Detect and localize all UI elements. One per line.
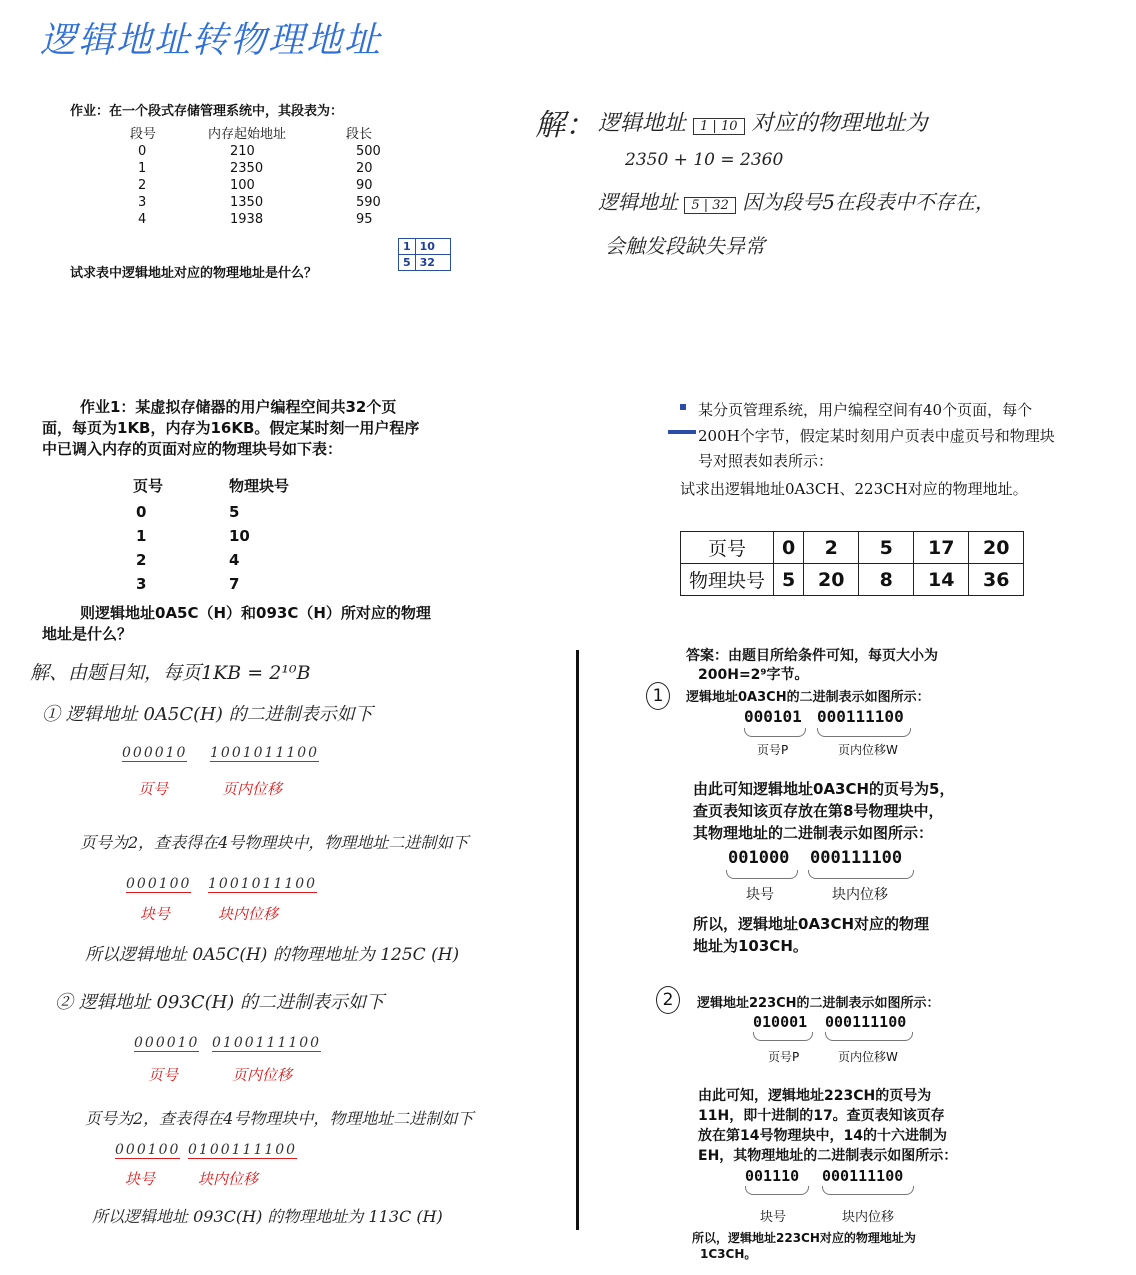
cell: 14 — [914, 564, 969, 596]
cell: 20 — [969, 532, 1024, 564]
cell: 0 — [774, 532, 804, 564]
pt-cell: 0 — [136, 503, 147, 521]
seg-cell: 3 — [138, 195, 147, 210]
seg-cell: 0 — [138, 144, 147, 159]
q2-ans-text: 由此可知逻辑地址0A3CH的页号为5， — [693, 780, 955, 798]
page-table — [132, 470, 290, 596]
circled-number: 1 — [646, 682, 670, 710]
q2-text: 某分页管理系统，用户编程空间有40个页面，每个 — [698, 401, 1033, 419]
q1-ask: 地址是什么？ — [42, 625, 133, 643]
divider — [576, 650, 579, 1230]
brace — [825, 1032, 913, 1041]
q2-ask: 试求出逻辑地址0A3CH、223CH对应的物理地址。 — [680, 480, 1028, 498]
label-block: 块号 — [125, 1170, 156, 1188]
q2-ans-text: EH，其物理地址的二进制表示如图所示： — [698, 1148, 958, 1164]
seg-answer-line4: 会触发段缺失异常 — [605, 234, 765, 258]
q2-ans-text: 所以，逻辑地址223CH对应的物理地址为 — [692, 1231, 916, 1245]
brace — [753, 1032, 813, 1041]
brace — [745, 1186, 809, 1195]
pt-cell: 7 — [229, 575, 240, 593]
pt-cell: 2 — [136, 551, 147, 569]
text: 5 — [691, 198, 700, 213]
seg-answer-jie: 解： — [535, 108, 595, 143]
circled-number: 2 — [656, 986, 680, 1014]
seg-cell: 2 — [138, 178, 147, 193]
accent-bar — [668, 430, 696, 434]
text: 因为段号5在段表中不存在， — [742, 190, 995, 214]
pt-header: 物理块号 — [229, 476, 290, 495]
seg-cell: 2350 — [230, 161, 264, 176]
cell: 20 — [804, 564, 859, 596]
seg-cell: 1350 — [230, 195, 264, 210]
label-page: 页号P — [768, 1050, 800, 1064]
text: 逻辑地址 — [598, 190, 678, 214]
q1-ans-l4: 所以逻辑地址 0A5C(H) 的物理地址为 125C (H) — [85, 945, 460, 965]
q2-ans-p2: 逻辑地址223CH的二进制表示如图所示： — [697, 996, 940, 1011]
pt-cell: 5 — [229, 503, 240, 521]
binary-block: 000100 — [126, 876, 192, 892]
q2-ans-text: 由此可知，逻辑地址223CH的页号为 — [698, 1088, 932, 1104]
seg-answer-line2: 2350 + 10 = 2360 — [625, 150, 784, 170]
q2-ans-text: 其物理地址的二进制表示如图所示： — [693, 824, 934, 842]
address-box: 1 | 10 — [693, 118, 744, 135]
row-label: 物理块号 — [681, 564, 774, 596]
seg-cell: 4 — [138, 212, 147, 227]
seg-header: 内存起始地址 — [208, 127, 287, 142]
seg-cell: 100 — [230, 178, 255, 193]
label-page: 页号P — [757, 743, 789, 757]
binary-page: 000101 — [744, 707, 802, 726]
cell: 36 — [969, 564, 1024, 596]
q1-ask: 则逻辑地址0A5C（H）和093C（H）所对应的物理 — [80, 604, 431, 622]
q1-ans-l5: ② 逻辑地址 093C(H) 的二进制表示如下 — [55, 992, 385, 1013]
q1-ans-l6: 页号为2，查表得在4号物理块中，物理地址二进制如下 — [85, 1109, 474, 1128]
cell: 8 — [859, 564, 914, 596]
row-label: 页号 — [681, 532, 774, 564]
q1-ans-l2: ① 逻辑地址 0A5C(H) 的二进制表示如下 — [42, 704, 373, 725]
pt-cell: 3 — [136, 575, 147, 593]
seg-cell: 1 — [138, 161, 147, 176]
address-box: 5 | 32 — [684, 197, 735, 214]
pt-header: 页号 — [133, 476, 164, 495]
label-block: 块号 — [760, 1210, 787, 1225]
cell: 5 — [774, 564, 804, 596]
q2-ans-text: 查页表知该页存放在第8号物理块中， — [693, 802, 944, 820]
cell: 2 — [804, 532, 859, 564]
box-cell: 10 — [415, 239, 450, 255]
binary-offset: 000111100 — [810, 848, 903, 868]
binary-offset: 0100111100 — [188, 1142, 298, 1158]
binary-offset: 1001011100 — [210, 745, 320, 761]
q2-ans-text: 所以，逻辑地址0A3CH对应的物理 — [693, 915, 930, 933]
q2-ans-intro: 200H=2⁹字节。 — [698, 667, 809, 683]
seg-cell: 500 — [356, 144, 381, 159]
brace — [817, 728, 911, 737]
q1-ans-l1: 解、由题目知，每页1KB = 2¹⁰B — [30, 662, 311, 684]
seg-header: 段长 — [346, 127, 373, 142]
label-offset: 块内位移 — [198, 1170, 259, 1188]
binary-page: 010001 — [753, 1013, 808, 1031]
brace — [726, 870, 798, 879]
label-block: 块号 — [746, 887, 774, 903]
q2-text: 号对照表如表所示： — [698, 452, 834, 470]
cell: 17 — [914, 532, 969, 564]
q1-text: 中已调入内存的页面对应的物理块号如下表： — [42, 440, 343, 458]
seg-cell: 590 — [356, 195, 381, 210]
box-cell: 5 — [399, 255, 416, 271]
q1-text: 面，每页为1KB，内存为16KB。假定某时刻一用户程序 — [42, 419, 420, 437]
q2-ans-p1: 逻辑地址0A3CH的二进制表示如图所示： — [686, 690, 930, 705]
segment-table — [130, 122, 406, 228]
cell: 5 — [859, 532, 914, 564]
binary-block: 001110 — [745, 1167, 800, 1185]
seg-question: 作业：在一个段式存储管理系统中，其段表为： — [70, 104, 344, 119]
seg-cell: 1938 — [230, 212, 264, 227]
label-offset: 块内位移 — [832, 887, 888, 903]
pt-cell: 4 — [229, 551, 240, 569]
text: 10 — [720, 119, 738, 134]
pt-cell: 1 — [136, 527, 147, 545]
label-offset: 块内位移 — [218, 905, 279, 923]
label-page: 页号 — [148, 1066, 179, 1084]
seg-answer-line1 — [598, 106, 928, 137]
binary-offset: 000111100 — [817, 707, 904, 726]
binary-offset: 1001011100 — [208, 876, 318, 892]
seg-answer-line3 — [598, 186, 995, 215]
text: 对应的物理地址为 — [751, 111, 928, 136]
q1-ans-l3: 页号为2，查表得在4号物理块中，物理地址二进制如下 — [80, 833, 469, 852]
seg-cell: 95 — [356, 212, 373, 227]
q2-ans-text: 11H，即十进制的17。查页表知该页存 — [698, 1108, 945, 1124]
q2-ans-text: 地址为103CH。 — [693, 937, 808, 955]
q2-ans-text: 放在第14号物理块中，14的十六进制为 — [698, 1128, 947, 1144]
brace — [808, 870, 914, 879]
box-cell: 1 — [399, 239, 416, 255]
seg-cell: 210 — [230, 144, 255, 159]
label-offset: 页内位移W — [838, 743, 898, 757]
page-title: 逻辑地址转物理地址 — [40, 20, 383, 61]
q1-ans-l7: 所以逻辑地址 093C(H) 的物理地址为 113C (H) — [92, 1207, 443, 1226]
bullet-icon — [680, 404, 686, 410]
binary-page: 000010 — [134, 1035, 200, 1051]
label-offset: 页内位移 — [232, 1066, 293, 1084]
binary-offset: 000111100 — [822, 1167, 904, 1185]
address-boxes — [398, 238, 451, 271]
text: 1 — [700, 119, 709, 134]
q2-text: 200H个字节，假定某时刻用户页表中虚页号和物理块 — [698, 427, 1055, 445]
seg-header: 段号 — [130, 127, 157, 142]
q2-ans-text: 1C3CH。 — [700, 1247, 757, 1261]
q1-text: 作业1：某虚拟存储器的用户编程空间共32个页 — [80, 398, 397, 416]
label-offset: 页内位移 — [222, 780, 283, 798]
label-block: 块号 — [140, 905, 171, 923]
binary-offset: 0100111100 — [212, 1035, 322, 1051]
label-offset: 块内位移 — [842, 1210, 895, 1225]
q2-ans-intro: 答案：由题目所给条件可知，每页大小为 — [686, 648, 938, 664]
label-page: 页号 — [138, 780, 169, 798]
pt-cell: 10 — [229, 527, 250, 545]
label-offset: 页内位移W — [838, 1050, 898, 1064]
seg-cell: 20 — [356, 161, 373, 176]
text: 逻辑地址 — [598, 111, 687, 136]
box-cell: 32 — [415, 255, 450, 271]
seg-cell: 90 — [356, 178, 373, 193]
page-block-table — [680, 531, 1024, 596]
binary-page: 000010 — [122, 745, 188, 761]
text: 32 — [712, 198, 729, 213]
seg-ask: 试求表中逻辑地址对应的物理地址是什么？ — [70, 266, 318, 281]
brace — [822, 1186, 914, 1195]
binary-block: 000100 — [115, 1142, 181, 1158]
binary-offset: 000111100 — [825, 1013, 907, 1031]
brace — [744, 728, 806, 737]
binary-block: 001000 — [728, 848, 790, 868]
